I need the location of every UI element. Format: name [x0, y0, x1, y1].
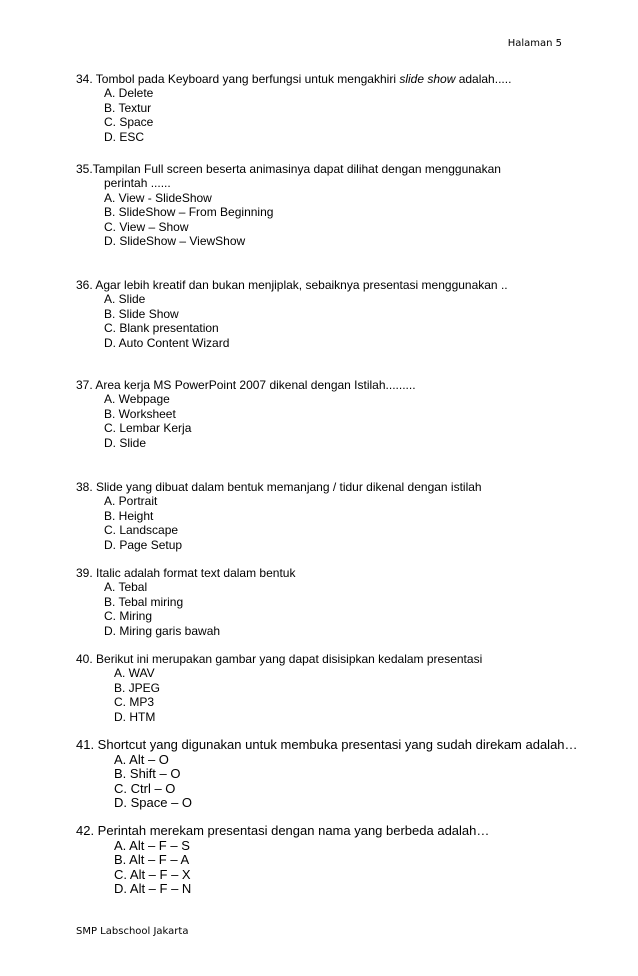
question-41	[76, 738, 576, 811]
option-a: A. Delete	[104, 86, 154, 101]
option-d: D. Page Setup	[104, 537, 183, 552]
option-a: A. Alt – F – S	[114, 837, 190, 853]
option-b: B. Slide Show	[104, 306, 179, 321]
page-number-header: Halaman 5	[507, 38, 562, 49]
option-c: C. View – Show	[104, 219, 189, 234]
option-list	[76, 392, 576, 450]
option-c: C. Landscape	[104, 523, 179, 538]
option-c: C. Space	[104, 115, 154, 130]
question-35	[76, 162, 576, 248]
option-b: B. Alt – F – A	[114, 852, 190, 868]
option-a: A. WAV	[114, 666, 155, 681]
question-stem-continued: perintah ......	[104, 176, 171, 191]
question-stem: 34. Tombol pada Keyboard yang berfungsi untuk mengakhiri slide show adalah.....	[76, 72, 512, 86]
option-list	[76, 292, 576, 350]
option-b: B. JPEG	[114, 680, 161, 695]
option-a: A. Portrait	[104, 494, 158, 509]
option-list	[76, 753, 576, 811]
option-list	[76, 494, 576, 552]
option-b: B. Height	[104, 508, 154, 523]
option-b: B. SlideShow – From Beginning	[104, 205, 274, 220]
option-b: B. Shift – O	[114, 766, 181, 782]
option-b: B. Textur	[104, 100, 152, 115]
question-36	[76, 278, 576, 350]
question-stem: 36. Agar lebih kreatif dan bukan menjiplak, sebaiknya presentasi menggunakan ..	[76, 278, 508, 292]
question-stem: 35.Tampilan Full screen beserta animasinya dapat dilihat dengan menggunakan	[76, 162, 501, 176]
option-list	[76, 191, 576, 249]
option-list	[76, 86, 576, 144]
question-stem: 37. Area kerja MS PowerPoint 2007 dikenal dengan Istilah.........	[76, 378, 416, 392]
option-d: D. Miring garis bawah	[104, 623, 221, 638]
option-b: B. Worksheet	[104, 406, 176, 421]
school-footer: SMP Labschool Jakarta	[76, 926, 189, 937]
question-40	[76, 652, 576, 724]
option-d: D. ESC	[104, 129, 145, 144]
option-a: A. Tebal	[104, 580, 148, 595]
option-c: C. Alt – F – X	[114, 866, 191, 882]
option-c: C. Miring	[104, 609, 153, 624]
option-d: D. Alt – F – N	[114, 881, 192, 897]
option-b: B. Tebal miring	[104, 594, 184, 609]
question-42	[76, 824, 576, 897]
question-stem: 41. Shortcut yang digunakan untuk membuka presentasi yang sudah direkam adalah…	[76, 737, 578, 752]
question-34	[76, 72, 576, 144]
question-stem: 38. Slide yang dibuat dalam bentuk memanjang / tidur dikenal dengan istilah	[76, 480, 482, 494]
option-c: C. Lembar Kerja	[104, 421, 192, 436]
option-list	[76, 580, 576, 638]
option-a: A. View - SlideShow	[104, 190, 212, 205]
option-c: C. Ctrl – O	[114, 780, 176, 796]
question-39	[76, 566, 576, 638]
option-d: D. HTM	[114, 709, 156, 724]
question-37	[76, 378, 576, 450]
italic-term: slide show	[399, 72, 456, 86]
option-c: C. MP3	[114, 695, 155, 710]
option-d: D. SlideShow – ViewShow	[104, 234, 246, 249]
option-list	[76, 839, 576, 897]
option-a: A. Slide	[104, 292, 146, 307]
question-stem: 39. Italic adalah format text dalam bentuk	[76, 566, 296, 580]
question-stem: 40. Berikut ini merupakan gambar yang dapat disisipkan kedalam presentasi	[76, 652, 483, 666]
question-stem: 42. Perintah merekam presentasi dengan nama yang berbeda adalah…	[76, 823, 490, 838]
option-list	[76, 666, 576, 724]
option-d: D. Slide	[104, 435, 147, 450]
option-a: A. Webpage	[104, 392, 170, 407]
option-d: D. Space – O	[114, 795, 193, 811]
option-a: A. Alt – O	[114, 751, 169, 767]
question-38	[76, 480, 576, 552]
option-c: C. Blank presentation	[104, 321, 219, 336]
option-d: D. Auto Content Wizard	[104, 335, 230, 350]
